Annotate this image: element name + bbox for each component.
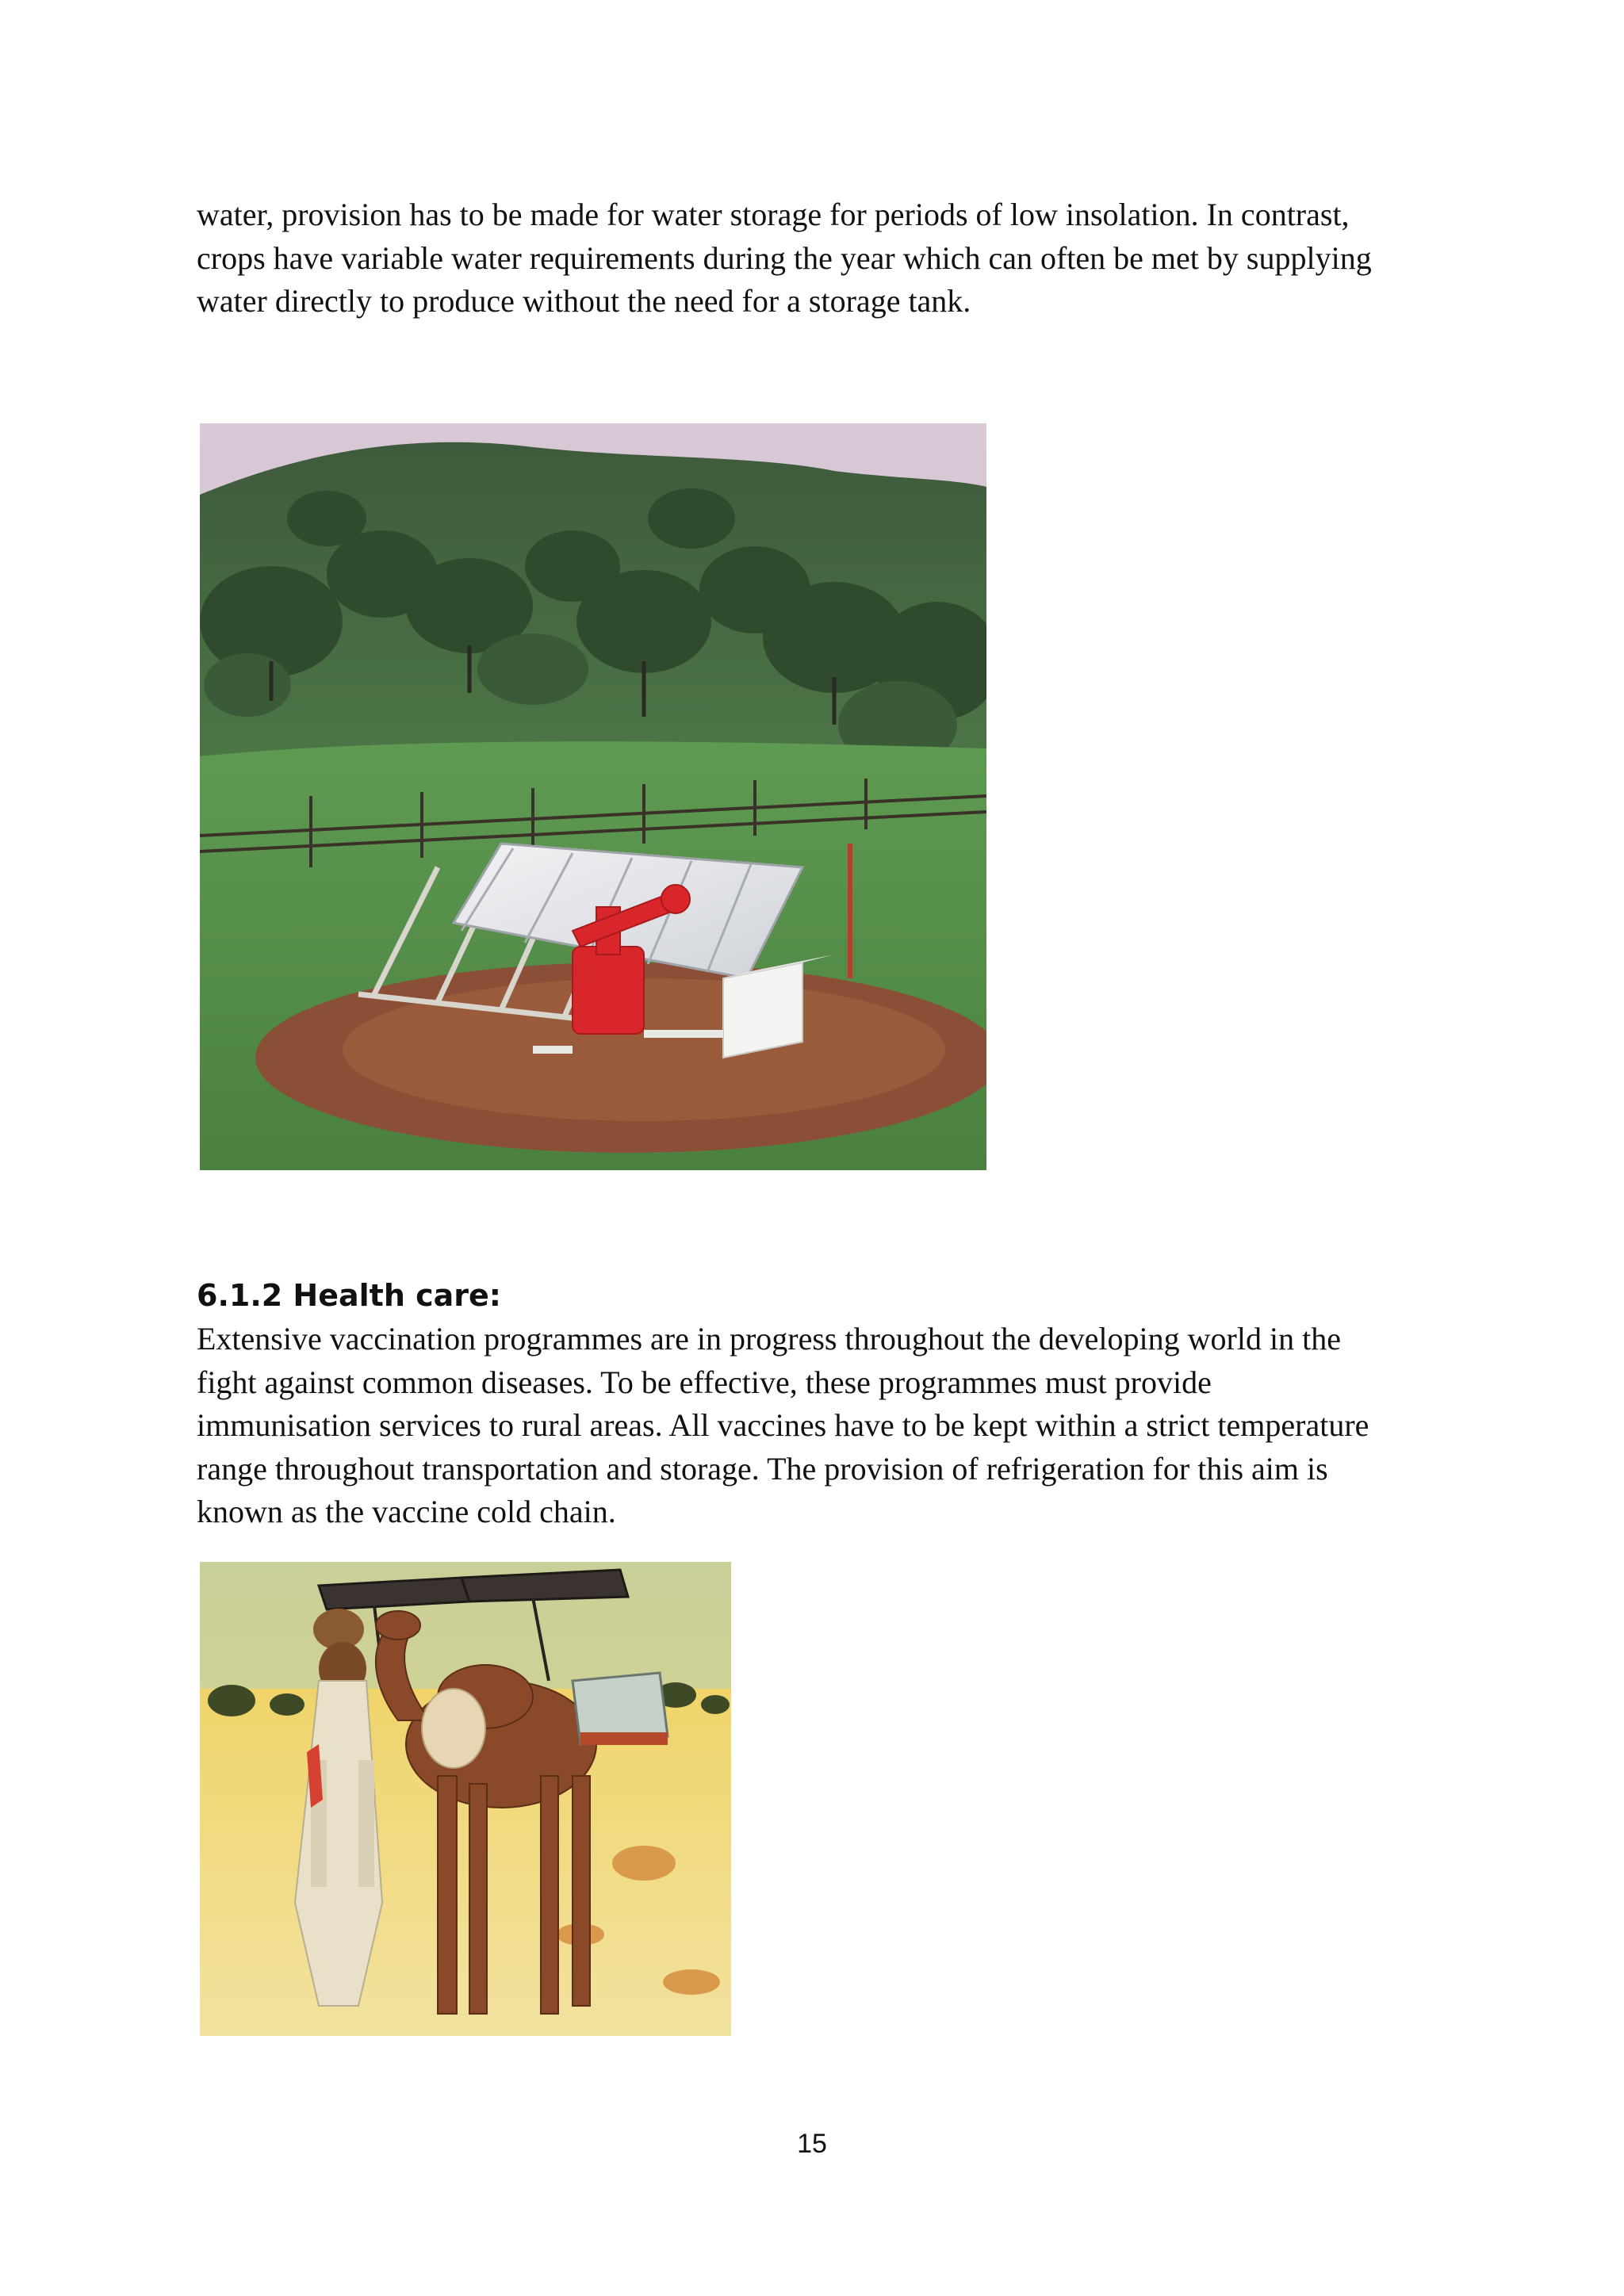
paragraph-line: crops have variable water requirements during the year which can often be met by supplying	[197, 239, 1372, 276]
paragraph-line: range throughout transportation and storage. The provision of refrigeration for this aim is	[197, 1450, 1328, 1487]
camel-solar-refrigerator-photo	[200, 1562, 731, 2036]
paragraph-line: water, provision has to be made for water storage for periods of low insolation. In contrast,	[197, 197, 1350, 232]
paragraph-line: immunisation services to rural areas. All vaccines have to be kept within a strict temperature	[197, 1407, 1369, 1443]
solar-water-pump-photo	[200, 423, 986, 1170]
health-paragraph	[197, 1318, 1434, 1534]
section-heading: 6.1.2 Health care:	[197, 1278, 501, 1313]
paragraph-line: known as the vaccine cold chain.	[197, 1494, 616, 1529]
intro-paragraph	[197, 193, 1434, 323]
page-number: 15	[797, 2129, 827, 2159]
paragraph-line: fight against common diseases. To be effective, these programmes must provide	[197, 1364, 1212, 1400]
paragraph-line: water directly to produce without the need for a storage tank.	[197, 283, 971, 319]
paragraph-line: Extensive vaccination programmes are in progress throughout the developing world in the	[197, 1321, 1341, 1357]
